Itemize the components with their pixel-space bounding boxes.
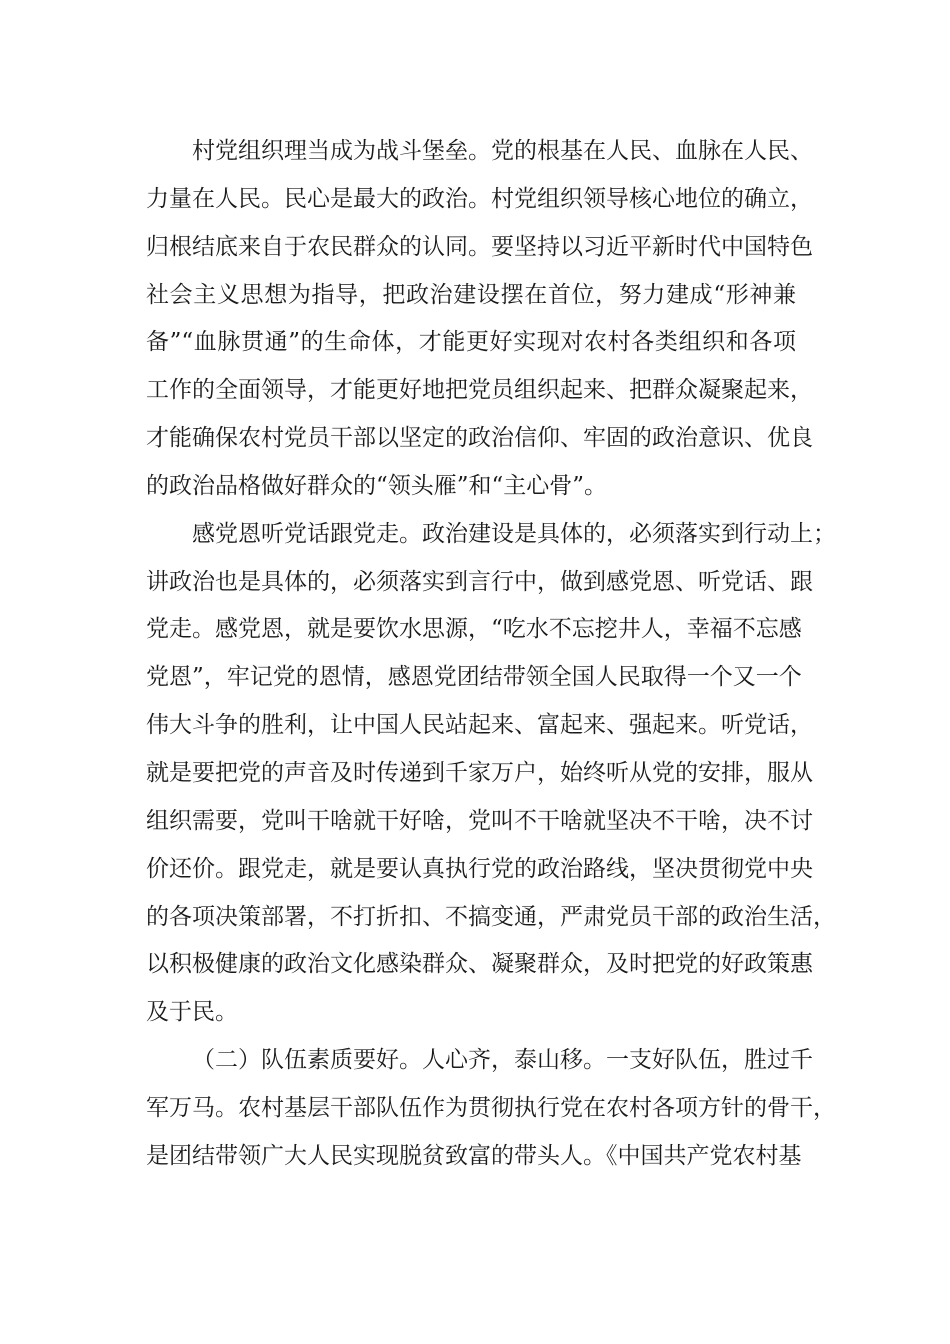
text-line: 力量在人民。民心是最大的政治。村党组织领导核心地位的确立， — [146, 185, 813, 212]
text-line: 的政治品格做好群众的“领头雁”和“主心骨”。 — [146, 472, 608, 499]
text-line: 归根结底来自于农民群众的认同。要坚持以习近平新时代中国特色 — [146, 233, 813, 260]
text-line: 讲政治也是具体的，必须落实到言行中，做到感党恩、听党话、跟 — [146, 568, 813, 595]
text-line: （二）队伍素质要好。人心齐，泰山移。一支好队伍，胜过千 — [192, 1047, 813, 1074]
text-line: 军万马。农村基层干部队伍作为贯彻执行党在农村各项方针的骨干， — [146, 1094, 836, 1121]
paragraph-2 — [146, 511, 836, 1037]
text-line: 以积极健康的政治文化感染群众、凝聚群众，及时把党的好政策惠 — [146, 951, 813, 978]
text-line: 是团结带领广大人民实现脱贫致富的带头人。《中国共产党农村基 — [146, 1142, 802, 1169]
text-line: 就是要把党的声音及时传递到千家万户，始终听从党的安排，服从 — [146, 759, 813, 786]
paragraph-3 — [146, 1037, 836, 1181]
text-line: 及于民。 — [146, 999, 238, 1026]
text-line: 价还价。跟党走，就是要认真执行党的政治路线，坚决贯彻党中央 — [146, 855, 813, 882]
text-line: 村党组织理当成为战斗堡垒。党的根基在人民、血脉在人民、 — [192, 138, 813, 164]
text-line: 伟大斗争的胜利，让中国人民站起来、富起来、强起来。听党话， — [146, 712, 813, 739]
text-line: 才能确保农村党员干部以坚定的政治信仰、牢固的政治意识、优良 — [146, 425, 813, 452]
text-line: 党恩”，牢记党的恩情，感恩党团结带领全国人民取得一个又一个 — [146, 664, 802, 691]
text-line: 的各项决策部署，不打折扣、不搞变通，严肃党员干部的政治生活， — [146, 903, 836, 930]
paragraph-1 — [146, 128, 813, 511]
text-line: 工作的全面领导，才能更好地把党员组织起来、把群众凝聚起来， — [146, 377, 813, 404]
text-line: 备”“血脉贯通”的生命体，才能更好实现对农村各类组织和各项 — [146, 329, 796, 356]
text-line: 感党恩听党话跟党走。政治建设是具体的，必须落实到行动上； — [192, 520, 836, 547]
text-line: 组织需要，党叫干啥就干好啥，党叫不干啥就坚决不干啥，决不讨 — [146, 807, 813, 834]
text-line: 党走。感党恩，就是要饮水思源，“吃水不忘挖井人，幸福不忘感 — [146, 616, 802, 643]
text-line: 社会主义思想为指导，把政治建设摆在首位，努力建成“形神兼 — [146, 281, 796, 308]
document-body — [146, 128, 836, 1181]
